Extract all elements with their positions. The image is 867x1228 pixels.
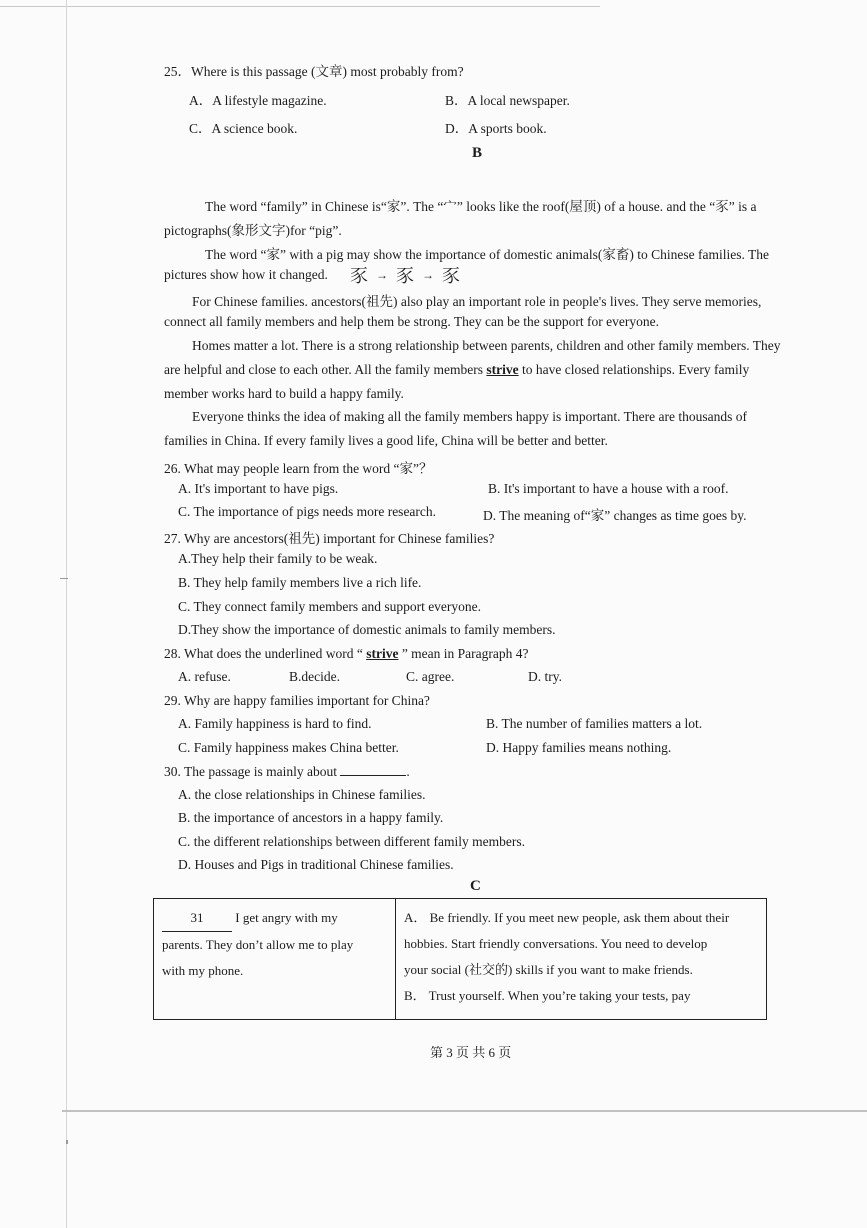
q29-option-d: D. Happy families means nothing. (486, 740, 672, 755)
q26-option-a: A. It's important to have pigs. (178, 481, 339, 496)
table-right-line2: hobbies. Start friendly conversations. You need to develop (404, 936, 708, 951)
q27-option-b: B. They help family members live a rich life. (178, 575, 422, 590)
q27-stem: 27. Why are ancestors(祖先) important for Chinese families? (164, 531, 495, 546)
passage-p3-line2: connect all family members and help them be strong. They can be the support for everyone. (164, 314, 659, 329)
text: I get angry with my (232, 910, 338, 925)
passage-p5-line2: families in China. If every family lives a good life, China will be better and better. (164, 433, 608, 448)
passage-p4-line3: member works hard to build a happy family. (164, 386, 404, 401)
underlined-word: strive (486, 362, 519, 377)
q30-option-d: D. Houses and Pigs in traditional Chinese families. (178, 857, 454, 872)
q26-stem: 26. What may people learn from the word “家”？ (164, 461, 433, 476)
section-c-table (153, 898, 767, 1020)
text: are helpful and close to each other. All the family members (164, 362, 487, 377)
q26-option-b: B. It's important to have a house with a roof. (488, 481, 729, 496)
q28-option-d: D. try. (528, 669, 562, 684)
table-left-cell (154, 899, 396, 1020)
answer-blank-31[interactable]: 31 (162, 905, 232, 932)
q28-option-b: B.decide. (289, 669, 340, 684)
page-footer: 第 3 页 共 6 页 (430, 1045, 512, 1060)
passage-p1-line1: The word “family” in Chinese is“家”. The “宀” looks like the roof(屋顶) of a house. and the “豕” is a (205, 199, 757, 214)
q30-option-c: C. the different relationships between different family members. (178, 834, 526, 849)
passage-p5-line1: Everyone thinks the idea of making all the family members happy is important. There are thousands of (192, 409, 747, 424)
table-right-cell (396, 899, 767, 1020)
q27-option-d: D.They show the importance of domestic animals to family members. (178, 622, 556, 637)
q29-stem: 29. Why are happy families important for China? (164, 693, 430, 708)
q29-option-b: B. The number of families matters a lot. (486, 716, 703, 731)
q28-option-a: A. refuse. (178, 669, 231, 684)
passage-p3-line1: For Chinese families. ancestors(祖先) also play an important role in people's lives. They serve memories, (192, 294, 762, 309)
scan-mark (60, 578, 68, 579)
section-b-title: B (472, 145, 483, 161)
passage-p4-line2 (164, 362, 749, 378)
answer-blank[interactable] (340, 775, 406, 776)
character-evolution-pictures (350, 264, 460, 286)
passage-p4-line1: Homes matter a lot. There is a strong relationship between parents, children and other family members. They (192, 338, 781, 353)
table-left-line2: parents. They don’t allow me to play (162, 937, 354, 952)
q30-option-a: A. the close relationships in Chinese families. (178, 787, 426, 802)
text: 30. The passage is mainly about (164, 764, 337, 779)
q28-option-c: C. agree. (406, 669, 455, 684)
table-left-line1 (162, 905, 387, 932)
passage-p2-line1: The word “家” with a pig may show the importance of domestic animals(家畜) to Chinese families. The (205, 247, 769, 262)
table-right-line3: your social (社交的) skills if you want to make friends. (404, 962, 693, 977)
text: ” mean in Paragraph 4? (398, 646, 529, 661)
underlined-word: strive (366, 646, 399, 661)
q25-option-b: B．A local newspaper. (445, 93, 570, 108)
scan-mark (66, 1140, 68, 1144)
q26-option-d: D. The meaning of“家” changes as time goes by. (483, 508, 747, 523)
q29-option-c: C. Family happiness makes China better. (178, 740, 399, 755)
table-left-line3: with my phone. (162, 963, 244, 978)
passage-p2-line2: pictures show how it changed. (164, 267, 328, 282)
q29-option-a: A. Family happiness is hard to find. (178, 716, 372, 731)
table-right-line1: A． Be friendly. If you meet new people, ask them about their (404, 910, 730, 925)
scan-edge-bottom (62, 1110, 867, 1112)
q25-option-a: A．A lifestyle magazine. (189, 93, 327, 108)
q25-stem: 25．Where is this passage (文章) most probably from? (164, 64, 464, 79)
text: . (406, 764, 410, 779)
q27-option-c: C. They connect family members and support everyone. (178, 599, 482, 614)
text: 28. What does the underlined word “ (164, 646, 367, 661)
q28-stem (164, 646, 529, 662)
ancient-glyph: 豕 (350, 266, 368, 286)
arrow-icon: → (376, 267, 388, 282)
text: to have closed relationships. Every family (518, 362, 750, 377)
q27-option-a: A.They help their family to be weak. (178, 551, 378, 566)
q26-option-c: C. The importance of pigs needs more research. (178, 504, 437, 519)
q30-option-b: B. the importance of ancestors in a happy family. (178, 810, 444, 825)
q25-option-c: C．A science book. (189, 121, 298, 136)
arrow-icon: → (422, 267, 434, 282)
table-right-line4: B． Trust yourself. When you’re taking your tests, pay (404, 988, 691, 1003)
scan-edge-top (0, 6, 600, 7)
section-c-title: C (470, 878, 481, 894)
scan-edge-left (66, 0, 67, 1228)
q30-stem (164, 764, 410, 780)
ancient-glyph: 豕 (442, 266, 460, 286)
passage-p1-line2: pictographs(象形文字)for “pig”. (164, 223, 342, 238)
ancient-glyph: 豕 (396, 266, 414, 286)
q25-option-d: D．A sports book. (445, 121, 547, 136)
